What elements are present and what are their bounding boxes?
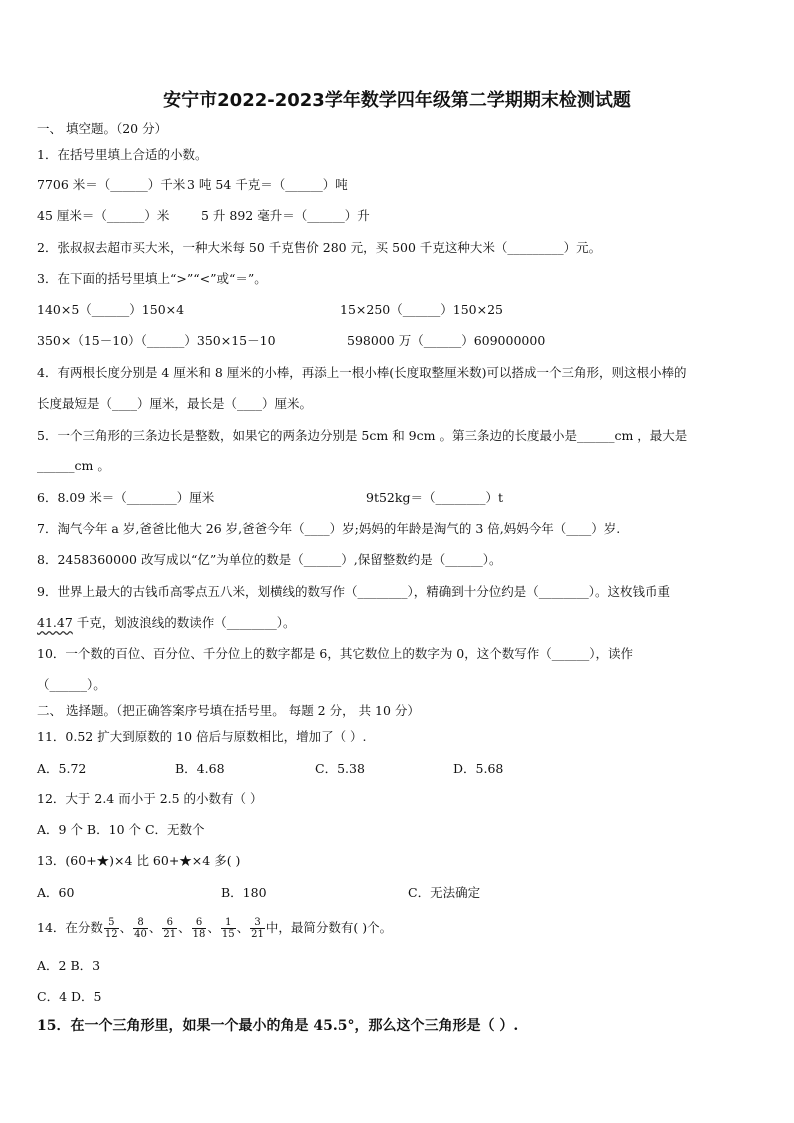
q15-text: 15．在一个三角形里，如果一个最小的角是 45.5°，那么这个三角形是（ ）. xyxy=(37,1018,519,1034)
fraction-denominator: 40 xyxy=(134,929,147,940)
separator: 、 xyxy=(207,920,220,935)
fraction-numerator: 3 xyxy=(250,917,265,929)
q10-line-1: 10．一个数的百位、百分位、千分位上的数字都是 6，其它数位上的数字为 0，这个数写作（______），读作 xyxy=(37,646,634,661)
separator: 、 xyxy=(119,920,133,935)
q1-item-a1: 7706 米＝（______）千米 xyxy=(37,177,186,192)
fraction-denominator: 12 xyxy=(104,929,118,940)
separator: 、 xyxy=(236,920,250,935)
separator: 、 xyxy=(178,920,191,935)
q3-item-b2: 598000 万（______）609000000 xyxy=(347,333,546,348)
q3-item-a1: 140×5（______）150×4 xyxy=(37,302,185,317)
q14-prefix: 14．在分数 xyxy=(37,920,103,935)
q4-line-1: 4．有两根长度分别是 4 厘米和 8 厘米的小棒，再添上一根小棒(长度取整厘米数)可以搭成一个三角形，则这根小棒的 xyxy=(37,365,687,380)
q11-option-d: D．5.68 xyxy=(453,761,504,776)
q3-item-b1: 350×（15－10）（______）350×15－10 xyxy=(37,333,276,348)
q9-wavy-number: 41.47 xyxy=(37,615,73,630)
q3-item-a2: 15×250（______）150×25 xyxy=(340,302,503,317)
q9-line-2 xyxy=(37,614,296,632)
q4-line-2: 长度最短是（____）厘米，最长是（____）厘米。 xyxy=(37,396,313,411)
q14-fraction xyxy=(192,917,207,940)
q14-fraction xyxy=(162,917,177,940)
q11-option-c: C．5.38 xyxy=(315,761,365,776)
q14-fraction xyxy=(221,917,236,940)
q13-option-a: A．60 xyxy=(37,885,75,900)
q14-stem xyxy=(37,914,392,942)
q14-fraction xyxy=(104,917,119,940)
q13-option-b: B．180 xyxy=(221,885,267,900)
fraction-denominator: 21 xyxy=(251,929,264,940)
fraction-denominator: 18 xyxy=(192,929,206,940)
q11-option-a: A．5.72 xyxy=(37,761,87,776)
q5-line-2: ______cm 。 xyxy=(37,458,110,473)
q1-item-a2: 3 吨 54 千克＝（______）吨 xyxy=(187,177,348,192)
section-1-header: 一、 填空题。（20 分） xyxy=(37,121,168,136)
q11-option-b: B．4.68 xyxy=(175,761,225,776)
q6-item-a: 6．8.09 米＝（________）厘米 xyxy=(37,490,215,505)
q11-stem: 11．0.52 扩大到原数的 10 倍后与原数相比，增加了（ ）. xyxy=(37,729,367,744)
q12-stem: 12．大于 2.4 而小于 2.5 的小数有（ ） xyxy=(37,791,263,806)
q1-stem: 1．在括号里填上合适的小数。 xyxy=(37,147,208,162)
q10-line-2: （______）。 xyxy=(37,677,106,692)
fraction-numerator: 8 xyxy=(133,917,148,929)
q14-options-line-2: C．4 D．5 xyxy=(37,989,102,1004)
fraction-denominator: 15 xyxy=(221,929,235,940)
q1-item-b1: 45 厘米＝（______）米 xyxy=(37,208,170,223)
q5-line-1: 5．一个三角形的三条边长是整数，如果它的两条边分别是 5cm 和 9cm 。第三条边的长度最小是______cm ，最大是 xyxy=(37,428,688,443)
q14-options-line-1: A．2 B．3 xyxy=(37,958,101,973)
q13-stem: 13．(60+★)×4 比 60+★×4 多( ) xyxy=(37,853,241,868)
fraction-numerator: 1 xyxy=(221,917,236,929)
q1-item-b2: 5 升 892 毫升＝（______）升 xyxy=(201,208,370,223)
page-title: 安宁市2022-2023学年数学四年级第二学期期末检测试题 xyxy=(163,90,631,111)
q14-fraction xyxy=(133,917,148,940)
q9-line-1: 9．世界上最大的古钱币高零点五八米，划横线的数写作（________），精确到十分位约是（________）。这枚钱币重 xyxy=(37,584,670,599)
q6-item-b: 9t52kg＝（________）t xyxy=(366,490,503,505)
fraction-numerator: 5 xyxy=(104,917,119,929)
q12-options: A．9 个 B．10 个 C．无数个 xyxy=(37,822,205,837)
q14-fraction xyxy=(250,917,265,940)
separator: 、 xyxy=(148,920,162,935)
q14-suffix: 中，最简分数有( )个。 xyxy=(265,920,393,935)
section-2-header: 二、 选择题。（把正确答案序号填在括号里。 每题 2 分， 共 10 分） xyxy=(37,703,420,718)
q3-stem: 3．在下面的括号里填上“>”“<”或“＝”。 xyxy=(37,271,267,286)
q2-text: 2．张叔叔去超市买大米，一种大米每 50 千克售价 280 元，买 500 千克这种大米（_________）元。 xyxy=(37,240,602,255)
q13-option-c: C．无法确定 xyxy=(408,885,481,900)
fraction-numerator: 6 xyxy=(192,917,207,929)
q8-text: 8．2458360000 改写成以“亿”为单位的数是（______）,保留整数约是（______）。 xyxy=(37,552,502,567)
fraction-numerator: 6 xyxy=(162,917,177,929)
q9-line-2-rest: 千克，划波浪线的数读作（________）。 xyxy=(72,615,296,630)
q7-text: 7．淘气今年 a 岁,爸爸比他大 26 岁,爸爸今年（____）岁;妈妈的年龄是淘气的 3 倍,妈妈今年（____）岁. xyxy=(37,521,621,536)
fraction-denominator: 21 xyxy=(163,929,177,940)
